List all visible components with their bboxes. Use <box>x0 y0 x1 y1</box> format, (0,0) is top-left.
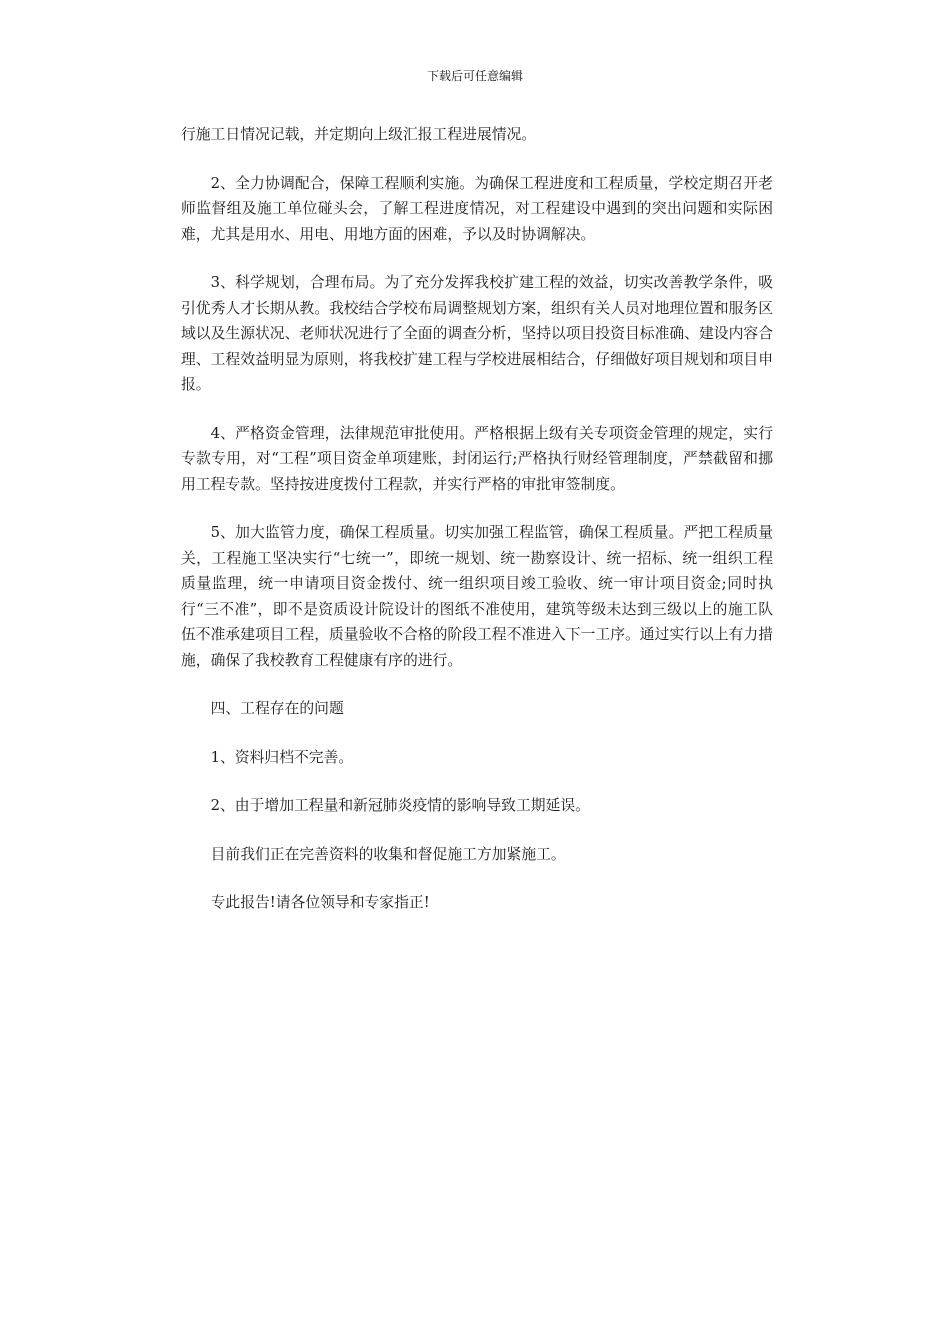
paragraph-current-action: 目前我们正在完善资料的收集和督促施工方加紧施工。 <box>210 845 566 863</box>
page-header: 下载后可任意编辑 <box>426 69 523 83</box>
paragraph-continued: 行施工日情况记载，并定期向上级汇报工程进展情况。 <box>181 126 537 143</box>
paragraph-coordination: 2、全力协调配合，保障工程顺利实施。为确保工程进度和工程质量，学校定期召开老师监督组及施工单位碰头会，了解工程进度情况，对工程建设中遇到的突出问题和实际困难，尤其是用水、用电、用地方面的困难，予以及时协调解决。 <box>181 174 773 243</box>
section-heading-problems: 四、工程存在的问题 <box>210 700 344 717</box>
paragraph-closing: 专此报告!请各位领导和专家指正! <box>210 894 430 911</box>
paragraph-funds: 4、严格资金管理，法律规范审批使用。严格根据上级有关专项资金管理的规定，实行专款专用，对“工程”项目资金单项建账，封闭运行;严格执行财经管理制度，严禁截留和挪用工程专款。坚持按进度拨付工程款，并实行严格的审批审签制度。 <box>181 424 773 493</box>
paragraph-supervision: 5、加大监管力度，确保工程质量。切实加强工程监管，确保工程质量。严把工程质量关，工程施工坚决实行“七统一”，即统一规划、统一勘察设计、统一招标、统一组织工程质量监理，统一申请项目资金拨付、统一组织项目竣工验收、统一审计项目资金;同时执行“三不准”，即不是资质设计院设计的图纸不准使用，建筑等级未达到三级以上的施工队伍不准承建项目工程，质量验收不合格的阶段工程不准进入下一工序。通过实行以上有力措施，确保了我校教育工程健康有序的进行。 <box>181 524 773 669</box>
problem-item-2: 2、由于增加工程量和新冠肺炎疫情的影响导致工期延误。 <box>210 797 590 814</box>
paragraph-planning: 3、科学规划，合理布局。为了充分发挥我校扩建工程的效益，切实改善教学条件，吸引优秀人才长期从教。我校结合学校布局调整规划方案，组织有关人员对地理位置和服务区域以及生源状况、老师状况进行了全面的调查分析，坚持以项目投资目标准确、建设内容合理、工程效益明显为原则，将我校扩建工程与学校进展相结合，仔细做好项目规划和项目申报。 <box>181 274 773 393</box>
document-body <box>181 122 773 939</box>
problem-item-1: 1、资料归档不完善。 <box>210 748 354 766</box>
